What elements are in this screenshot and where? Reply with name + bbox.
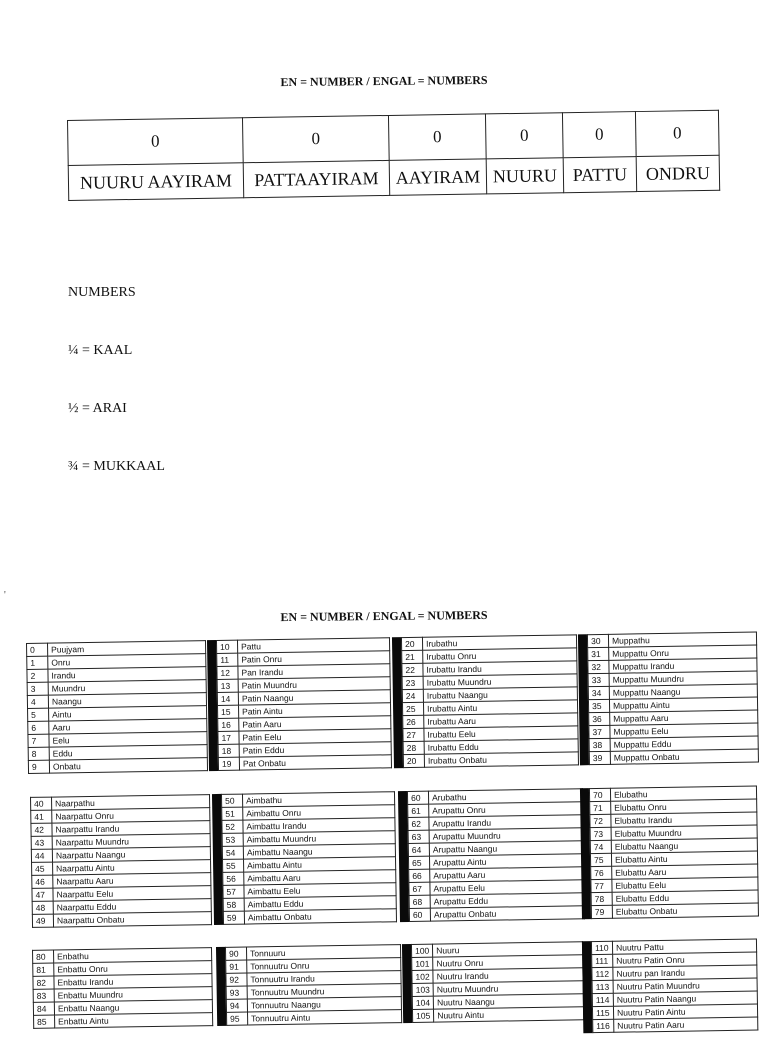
number-cell: 38 — [589, 738, 610, 751]
word-cell: Naarpattu Irandu — [52, 821, 210, 836]
number-cell: 5 — [28, 708, 49, 721]
numbers-column — [578, 632, 759, 766]
word-cell: Onbatu — [49, 758, 207, 773]
number-cell: 62 — [408, 817, 429, 830]
fraction-three-quarters: ¾ = MUKKAAL — [68, 459, 165, 474]
word-cell: Irubattu Aintu — [423, 700, 577, 715]
numbers-table — [411, 941, 584, 1023]
word-cell: Nuutru Patin Onru — [613, 952, 757, 967]
word-cell: Muppathu — [608, 632, 756, 647]
numbers-table — [30, 794, 212, 928]
word-cell: Nuuru — [433, 942, 583, 957]
number-cell: 7 — [28, 734, 49, 747]
word-cell: Arubathu — [428, 789, 582, 804]
number-cell: 24 — [402, 689, 423, 702]
word-cell: Elubattu Aintu — [611, 851, 757, 866]
number-cell: 74 — [590, 840, 611, 853]
number-cell: 52 — [222, 820, 243, 833]
word-cell: Nuutru Patin Naangu — [613, 991, 757, 1006]
word-cell: Muppattu Onbatu — [610, 749, 758, 764]
word-cell: Tonnuutru Aintu — [248, 1010, 402, 1025]
numbers-block-1 — [26, 632, 751, 773]
number-cell: 75 — [590, 853, 611, 866]
number-cell: 33 — [588, 673, 609, 686]
number-cell: 53 — [222, 833, 243, 846]
word-cell: Muppattu Muundru — [609, 671, 757, 686]
word-cell: Patin Naangu — [238, 690, 390, 705]
numbers-column — [207, 637, 392, 771]
numbers-column — [32, 947, 213, 1029]
word-cell: Aaru — [49, 719, 207, 734]
word-cell: Aimbattu Eddu — [244, 896, 396, 911]
word-cell: Nuutru Pattu — [612, 939, 756, 954]
table-row — [412, 1007, 583, 1023]
number-cell: 111 — [592, 954, 613, 967]
word-cell: Nuutru Muundru — [433, 981, 583, 996]
word-cell: Nuutru Onru — [433, 955, 583, 970]
number-cell: 28 — [403, 741, 424, 754]
number-cell: 18 — [218, 744, 239, 757]
table-row — [223, 909, 396, 925]
numbers-table — [587, 632, 759, 766]
word-cell: Patin Aintu — [239, 703, 391, 718]
word-cell: Arupattu Naangu — [429, 841, 583, 856]
number-cell: 80 — [33, 950, 54, 963]
table-row — [34, 1013, 213, 1029]
word-cell: Elubathu — [610, 786, 756, 801]
number-cell: 77 — [591, 879, 612, 892]
number-cell: 100 — [411, 944, 432, 957]
number-cell: 85 — [34, 1015, 55, 1028]
number-cell: 26 — [403, 715, 424, 728]
word-cell: Aimbattu Aintu — [244, 857, 396, 872]
number-cell: 56 — [223, 872, 244, 885]
table-row — [218, 755, 391, 771]
number-cell: 91 — [226, 960, 247, 973]
word-cell: Tonnuutru Muundru — [247, 984, 401, 999]
word-cell: Elubattu Eelu — [612, 877, 758, 892]
word-cell: Arupattu Eelu — [430, 880, 584, 895]
numbers-table — [589, 786, 759, 920]
number-cell: 94 — [226, 999, 247, 1012]
word-cell: Naangu — [48, 693, 206, 708]
digit-cell: 0 — [635, 110, 719, 156]
word-cell: Irubattu Irandu — [423, 661, 577, 676]
table-row — [28, 758, 207, 774]
word-cell: Enbattu Muundru — [54, 987, 212, 1002]
number-cell: 15 — [218, 705, 239, 718]
word-cell: Naarpattu Onru — [52, 808, 210, 823]
number-cell: 60 — [409, 908, 430, 921]
word-cell: Irubattu Eelu — [424, 726, 578, 741]
number-cell: 8 — [28, 747, 49, 760]
word-cell: Irubattu Eddu — [424, 739, 578, 754]
word-cell: Nuutru Naangu — [433, 994, 583, 1009]
word-cell: Nuutru Patin Muundru — [613, 978, 757, 993]
number-cell: 0 — [27, 643, 48, 656]
number-cell: 4 — [27, 695, 48, 708]
word-cell: Aintu — [49, 706, 207, 721]
fraction-half: ½ = ARAI — [68, 401, 127, 416]
numbers-table — [225, 944, 402, 1026]
number-cell: 104 — [412, 996, 433, 1009]
word-cell: Eddu — [49, 745, 207, 760]
word-cell: Elubattu Onru — [611, 799, 757, 814]
number-cell: 46 — [32, 875, 53, 888]
number-cell: 47 — [32, 888, 53, 901]
word-cell: Naarpattu Eelu — [53, 886, 211, 901]
word-cell: Irubattu Onru — [423, 648, 577, 663]
page-title-top: EN = NUMBER / ENGAL = NUMBERS — [280, 72, 488, 90]
number-cell: 17 — [218, 731, 239, 744]
word-cell: Nuutru Patin Aaru — [614, 1017, 758, 1032]
number-cell: 40 — [31, 797, 52, 810]
word-cell: Irubattu Onbatu — [424, 752, 578, 767]
word-cell: Pat Onbatu — [239, 755, 391, 770]
word-cell: Muppattu Eelu — [610, 723, 758, 738]
number-cell: 34 — [588, 686, 609, 699]
word-cell: Muppattu Onru — [609, 645, 757, 660]
digit-cell: 0 — [562, 112, 636, 158]
number-cell: 113 — [592, 980, 613, 993]
word-cell: Aimbattu Irandu — [243, 818, 395, 833]
word-cell: Nuutru Patin Aintu — [613, 1004, 757, 1019]
number-cell: 39 — [589, 751, 610, 764]
numbers-table — [221, 791, 397, 925]
numbers-column — [30, 794, 212, 928]
number-cell: 14 — [217, 692, 238, 705]
number-cell: 45 — [32, 862, 53, 875]
number-cell: 44 — [31, 849, 52, 862]
word-cell: Aimbattu Naangu — [243, 844, 395, 859]
digit-cell: 0 — [68, 118, 244, 166]
number-cell: 68 — [409, 895, 430, 908]
number-cell: 93 — [226, 986, 247, 999]
number-cell: 78 — [591, 892, 612, 905]
word-cell: Arupattu Irandu — [429, 815, 583, 830]
word-cell: Irubattu Muundru — [423, 674, 577, 689]
number-cell: 21 — [402, 650, 423, 663]
scan-speck: ' — [4, 590, 6, 601]
word-cell: Elubattu Muundru — [611, 825, 757, 840]
number-cell: 58 — [223, 898, 244, 911]
word-cell: Pan Irandu — [238, 664, 390, 679]
number-cell: 43 — [31, 836, 52, 849]
number-cell: 32 — [588, 660, 609, 673]
number-cell: 19 — [218, 757, 239, 770]
word-cell: Muppattu Aaru — [610, 710, 758, 725]
table-row — [589, 749, 758, 765]
number-cell: 41 — [31, 810, 52, 823]
number-cell: 65 — [408, 856, 429, 869]
word-cell: Naarpattu Onbatu — [53, 912, 211, 927]
numbers-column — [582, 939, 758, 1034]
number-cell: 57 — [223, 885, 244, 898]
word-cell: Irandu — [48, 667, 206, 682]
number-cell: 55 — [223, 859, 244, 872]
number-cell: 22 — [402, 663, 423, 676]
word-cell: Tonnuuru — [246, 945, 400, 960]
number-cell: 110 — [591, 941, 612, 954]
word-cell: Puujyam — [48, 641, 206, 656]
number-cell: 66 — [409, 869, 430, 882]
place-name-cell: PATTAAYIRAM — [243, 160, 390, 197]
numbers-column — [212, 791, 397, 925]
numbers-column — [216, 944, 402, 1026]
number-cell: 1 — [27, 656, 48, 669]
number-cell: 76 — [591, 866, 612, 879]
place-name-cell: NUURU — [486, 158, 564, 194]
word-cell: Arupattu Onru — [429, 802, 583, 817]
number-cell: 9 — [28, 760, 49, 773]
number-cell: 2 — [27, 669, 48, 682]
number-cell: 49 — [32, 914, 53, 927]
numbers-column — [402, 941, 584, 1023]
word-cell: Muppattu Irandu — [609, 658, 757, 673]
word-cell: Aimbattu Eelu — [244, 883, 396, 898]
numbers-column — [26, 640, 208, 774]
number-cell: 10 — [216, 640, 237, 653]
number-cell: 27 — [403, 728, 424, 741]
word-cell: Patin Eddu — [239, 742, 391, 757]
number-cell: 70 — [589, 788, 610, 801]
word-cell: Naarpattu Aintu — [53, 860, 211, 875]
word-cell: Irubattu Naangu — [423, 687, 577, 702]
word-cell: Muppattu Aintu — [609, 697, 757, 712]
numbers-block-3 — [26, 939, 750, 1031]
number-cell: 3 — [27, 682, 48, 695]
numbers-block-2 — [26, 786, 751, 927]
number-cell: 20 — [401, 637, 422, 650]
word-cell: Enbattu Onru — [54, 961, 212, 976]
number-cell: 82 — [33, 976, 54, 989]
number-cell: 79 — [591, 905, 612, 918]
table-row — [227, 1010, 402, 1026]
number-cell: 16 — [218, 718, 239, 731]
table-row — [403, 752, 578, 768]
word-cell: Elubattu Aaru — [612, 864, 758, 879]
number-cell: 105 — [412, 1009, 433, 1022]
word-cell: Tonnuutru Onru — [247, 958, 401, 973]
word-cell: Aimbattu Onbatu — [244, 909, 396, 924]
number-cell: 20 — [403, 754, 424, 767]
number-cell: 83 — [33, 989, 54, 1002]
word-cell: Nuutru Irandu — [433, 968, 583, 983]
number-cell: 13 — [217, 679, 238, 692]
numbers-table — [591, 939, 758, 1034]
table-row — [593, 1017, 758, 1033]
word-cell: Tonnuutru Irandu — [247, 971, 401, 986]
number-cell: 71 — [590, 801, 611, 814]
number-cell: 42 — [31, 823, 52, 836]
number-cell: 112 — [592, 967, 613, 980]
number-cell: 11 — [217, 653, 238, 666]
word-cell: Nuutru pan Irandu — [613, 965, 757, 980]
numbers-table — [32, 947, 213, 1029]
word-cell: Arupattu Aaru — [430, 867, 584, 882]
word-cell: Patin Onru — [238, 651, 390, 666]
place-value-table — [67, 110, 720, 201]
word-cell: Arupattu Aintu — [429, 854, 583, 869]
word-cell: Onru — [48, 654, 206, 669]
word-cell: Arupattu Eddu — [430, 893, 584, 908]
numbers-column — [398, 788, 585, 922]
number-cell: 60 — [407, 791, 428, 804]
digit-cell: 0 — [485, 113, 563, 159]
number-cell: 30 — [587, 634, 608, 647]
number-cell: 102 — [412, 970, 433, 983]
number-cell: 61 — [408, 804, 429, 817]
word-cell: Naarpathu — [52, 795, 210, 810]
word-cell: Naarpattu Muundru — [52, 834, 210, 849]
word-cell: Eelu — [49, 732, 207, 747]
fraction-quarter: ¼ = KAAL — [68, 343, 133, 358]
word-cell: Nuutru Aintu — [434, 1007, 584, 1022]
word-cell: Patin Eelu — [239, 729, 391, 744]
number-cell: 48 — [32, 901, 53, 914]
numbers-column — [580, 786, 759, 920]
word-cell: Enbattu Aintu — [55, 1013, 213, 1028]
number-cell: 64 — [408, 843, 429, 856]
table-row — [591, 903, 758, 919]
page-title-bottom: EN = NUMBER / ENGAL = NUMBERS — [280, 607, 488, 625]
place-name-cell: PATTU — [563, 157, 637, 193]
number-cell: 25 — [402, 702, 423, 715]
number-cell: 90 — [225, 947, 246, 960]
word-cell: Pattu — [237, 638, 389, 653]
number-cell: 84 — [33, 1002, 54, 1015]
word-cell: Aimbattu Muundru — [243, 831, 395, 846]
word-cell: Muppattu Eddu — [610, 736, 758, 751]
word-cell: Irubathu — [422, 635, 576, 650]
word-cell: Arupattu Onbatu — [430, 906, 584, 921]
word-cell: Enbattu Irandu — [54, 974, 212, 989]
number-cell: 95 — [227, 1012, 248, 1025]
number-cell: 23 — [402, 676, 423, 689]
number-cell: 67 — [409, 882, 430, 895]
word-cell: Naarpattu Eddu — [53, 899, 211, 914]
digit-cell: 0 — [242, 115, 389, 162]
number-cell: 115 — [592, 1006, 613, 1019]
number-cell: 31 — [588, 647, 609, 660]
numbers-heading: NUMBERS — [68, 285, 136, 300]
word-cell: Elubattu Irandu — [611, 812, 757, 827]
word-cell: Aimbathu — [242, 792, 394, 807]
numbers-column — [392, 634, 579, 768]
word-cell: Irubattu Aaru — [424, 713, 578, 728]
table-row — [32, 912, 211, 928]
word-cell: Enbathu — [54, 948, 212, 963]
word-cell: Aimbattu Aaru — [244, 870, 396, 885]
number-cell: 81 — [33, 963, 54, 976]
number-cell: 35 — [588, 699, 609, 712]
word-cell: Naarpattu Aaru — [53, 873, 211, 888]
word-cell: Patin Aaru — [239, 716, 391, 731]
place-name-cell: ONDRU — [636, 155, 720, 191]
number-cell: 36 — [589, 712, 610, 725]
numbers-table — [407, 788, 585, 922]
number-cell: 54 — [222, 846, 243, 859]
number-cell: 92 — [226, 973, 247, 986]
place-name-cell: AAYIRAM — [389, 159, 487, 196]
number-cell: 51 — [222, 807, 243, 820]
word-cell: Elubattu Naangu — [611, 838, 757, 853]
number-cell: 63 — [408, 830, 429, 843]
word-cell: Muppattu Naangu — [609, 684, 757, 699]
number-cell: 59 — [223, 911, 244, 924]
number-cell: 50 — [221, 794, 242, 807]
word-cell: Enbattu Naangu — [54, 1000, 212, 1015]
word-cell: Arupattu Muundru — [429, 828, 583, 843]
number-cell: 73 — [590, 827, 611, 840]
word-cell: Naarpattu Naangu — [52, 847, 210, 862]
place-name-cell: NUURU AAYIRAM — [68, 163, 244, 201]
number-cell: 12 — [217, 666, 238, 679]
number-cell: 6 — [28, 721, 49, 734]
word-cell: Patin Muundru — [238, 677, 390, 692]
number-cell: 116 — [593, 1019, 614, 1032]
number-cell: 37 — [589, 725, 610, 738]
word-cell: Aimbattu Onru — [243, 805, 395, 820]
digit-cell: 0 — [388, 114, 486, 161]
number-cell: 72 — [590, 814, 611, 827]
number-cell: 101 — [412, 957, 433, 970]
number-cell: 114 — [592, 993, 613, 1006]
word-cell: Elubattu Eddu — [612, 890, 758, 905]
numbers-table — [401, 634, 579, 768]
numbers-table — [216, 637, 392, 771]
number-cell: 103 — [412, 983, 433, 996]
word-cell: Elubattu Onbatu — [612, 903, 758, 918]
word-cell: Tonnuutru Naangu — [247, 997, 401, 1012]
table-row — [409, 906, 584, 922]
word-cell: Muundru — [48, 680, 206, 695]
numbers-table — [26, 640, 208, 774]
